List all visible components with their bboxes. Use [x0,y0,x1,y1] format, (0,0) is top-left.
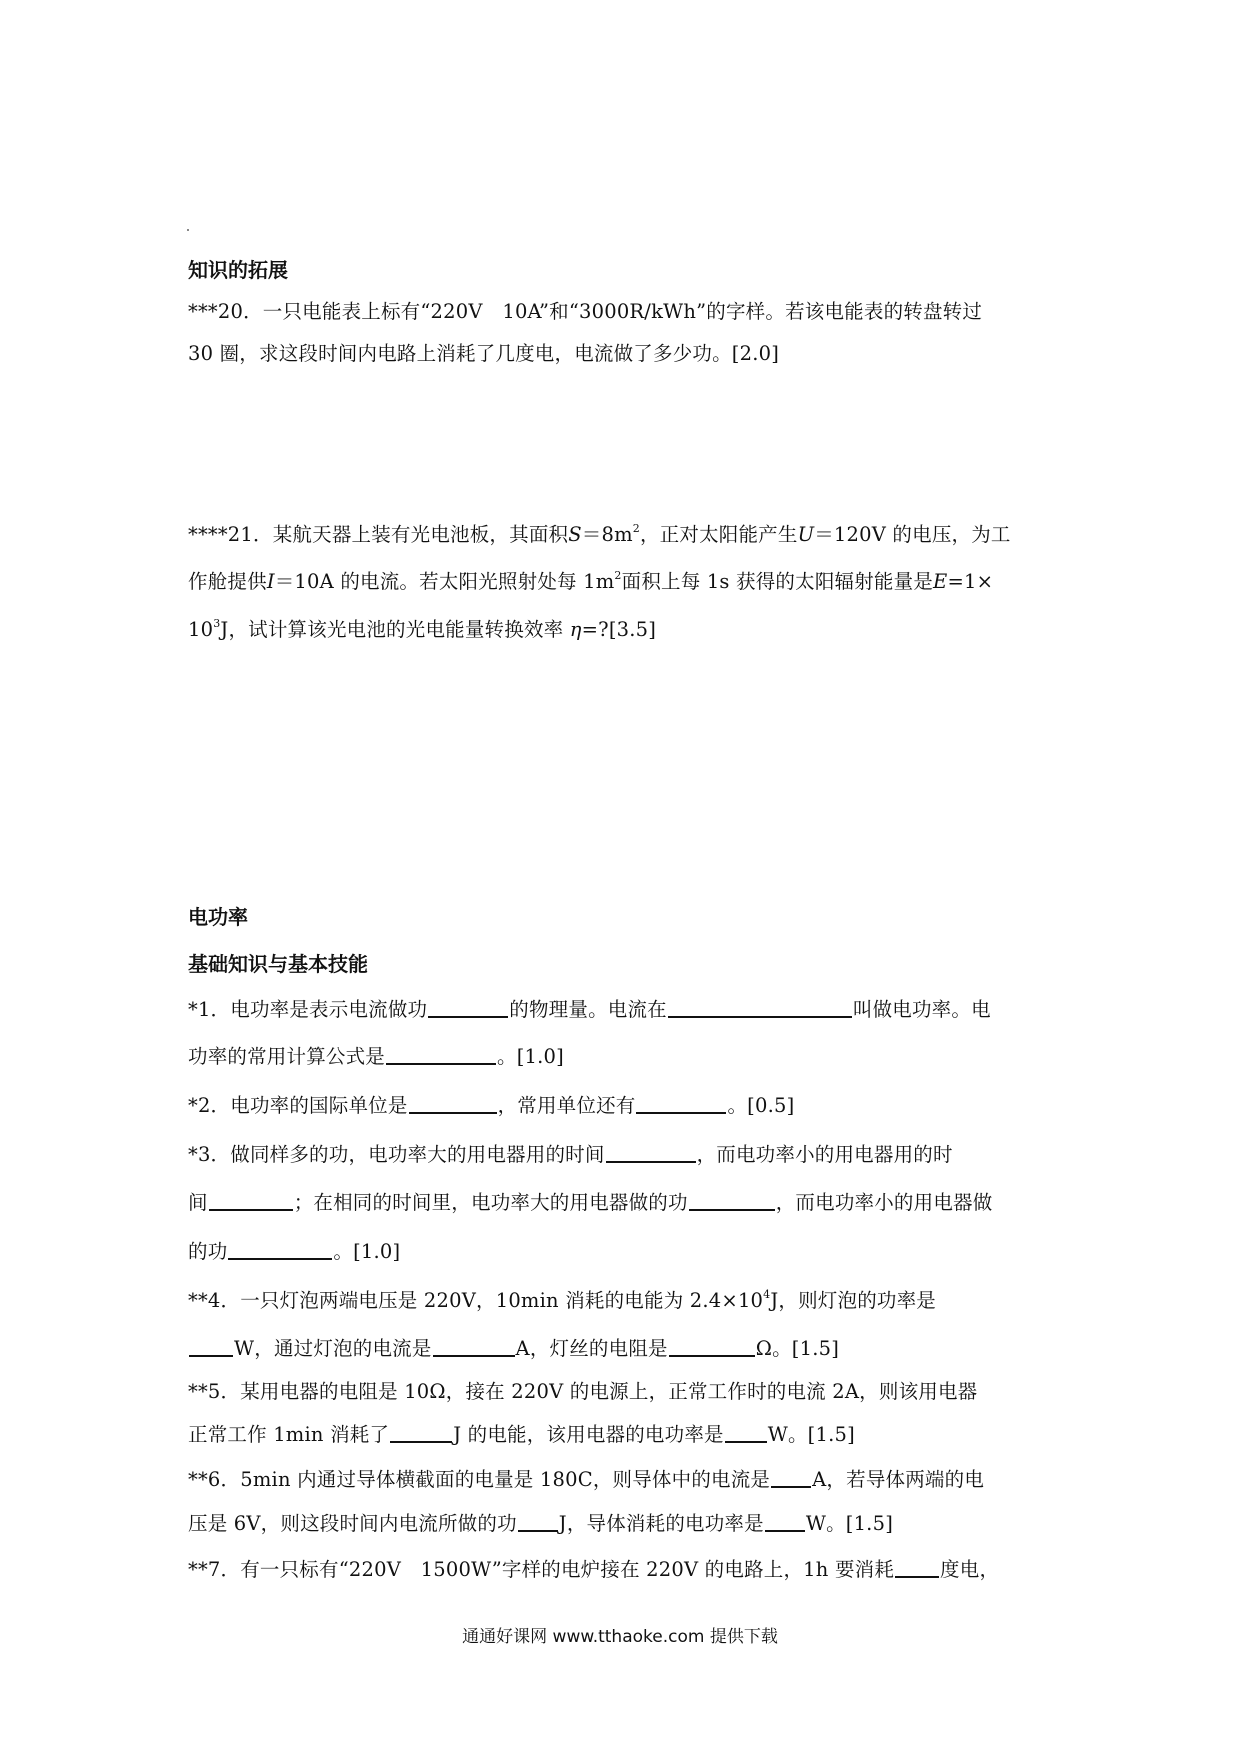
answer-blank[interactable] [765,1510,805,1532]
q5-line-2: 正常工作 1min 消耗了 J 的电能，该用电器的电功率是 W。[1.5] [188,1423,855,1446]
q21-line-3: $10^3J$，试计算该光电池的光电能量转换效率 η=?[3.5] [188,617,657,641]
q21-line-1: ****21．某航天器上装有光电池板，其面积$S=8m^2$，正对太阳能产生U＝120V 的电压，为工 [188,522,1011,546]
answer-blank[interactable] [669,1335,755,1357]
answer-blank[interactable] [771,1466,811,1488]
answer-blank[interactable] [428,996,508,1018]
q20-line-1: ***20．一只电能表上标有“220V 10A”和“3000R/kWh”的字样。若该电能表的转盘转过 [188,300,983,323]
q20-line-2: 30 圈，求这段时间内电路上消耗了几度电，电流做了多少功。[2.0] [188,342,780,365]
q5-line-1: **5．某用电器的电阻是 10Ω，接在 220V 的电源上，正常工作时的电流 2A，则该用电器 [188,1380,978,1403]
q3-line-2: 间 ；在相同的时间里，电功率大的用电器做的功 ，而电功率小的用电器做 [188,1191,993,1214]
q6-line-2: 压是 6V，则这段时间内电流所做的功 J，导体消耗的电功率是 W。[1.5] [188,1512,893,1535]
answer-blank[interactable] [409,1092,497,1114]
q3-line-3: 的功 。[1.0] [188,1240,401,1263]
scan-speck [187,229,189,231]
q6-line-1: **6．5min 内通过导体横截面的电量是 180C，则导体中的电流是 A，若导体两端的电 [188,1468,985,1491]
section-title-extension: 知识的拓展 [188,258,288,282]
answer-blank[interactable] [668,996,852,1018]
answer-blank[interactable] [518,1510,558,1532]
answer-blank[interactable] [725,1421,767,1443]
section-title-basic: 基础知识与基本技能 [188,952,368,976]
q1-line-2: 功率的常用计算公式是 。[1.0] [188,1045,564,1068]
answer-blank[interactable] [209,1189,293,1211]
answer-blank[interactable] [606,1141,696,1163]
answer-blank[interactable] [189,1335,233,1357]
answer-blank[interactable] [433,1335,515,1357]
answer-blank[interactable] [390,1421,452,1443]
footer-text: 通通好课网 www.tthaoke.com 提供下载 [462,1627,778,1647]
section-title-power: 电功率 [188,905,248,929]
answer-blank[interactable] [636,1092,726,1114]
answer-blank[interactable] [689,1189,775,1211]
answer-blank[interactable] [228,1238,332,1260]
q2-line-1: *2．电功率的国际单位是 ，常用单位还有 。[0.5] [188,1094,795,1117]
q7-line-1: **7．有一只标有“220V 1500W”字样的电炉接在 220V 的电路上，1h 要消耗 度电， [188,1558,1000,1581]
answer-blank[interactable] [386,1043,496,1065]
q4-line-2: W，通过灯泡的电流是 A，灯丝的电阻是 Ω。[1.5] [188,1335,839,1363]
q4-line-1: **4．一只灯泡两端电压是 220V，10min 消耗的电能为 $2.4\times 10^4J$，则灯泡的功率是 [188,1288,936,1312]
q3-line-1: *3．做同样多的功，电功率大的用电器用的时间 ，而电功率小的用电器用的时 [188,1143,953,1166]
q1-line-1: *1．电功率是表示电流做功 的物理量。电流在 叫做电功率。电 [188,998,991,1021]
answer-blank[interactable] [895,1556,939,1578]
q21-line-2: 作舱提供I＝10A 的电流。若太阳光照射处每 $1m^2$面积上每 1s 获得的太阳辐射能量是E=1× [188,569,994,593]
